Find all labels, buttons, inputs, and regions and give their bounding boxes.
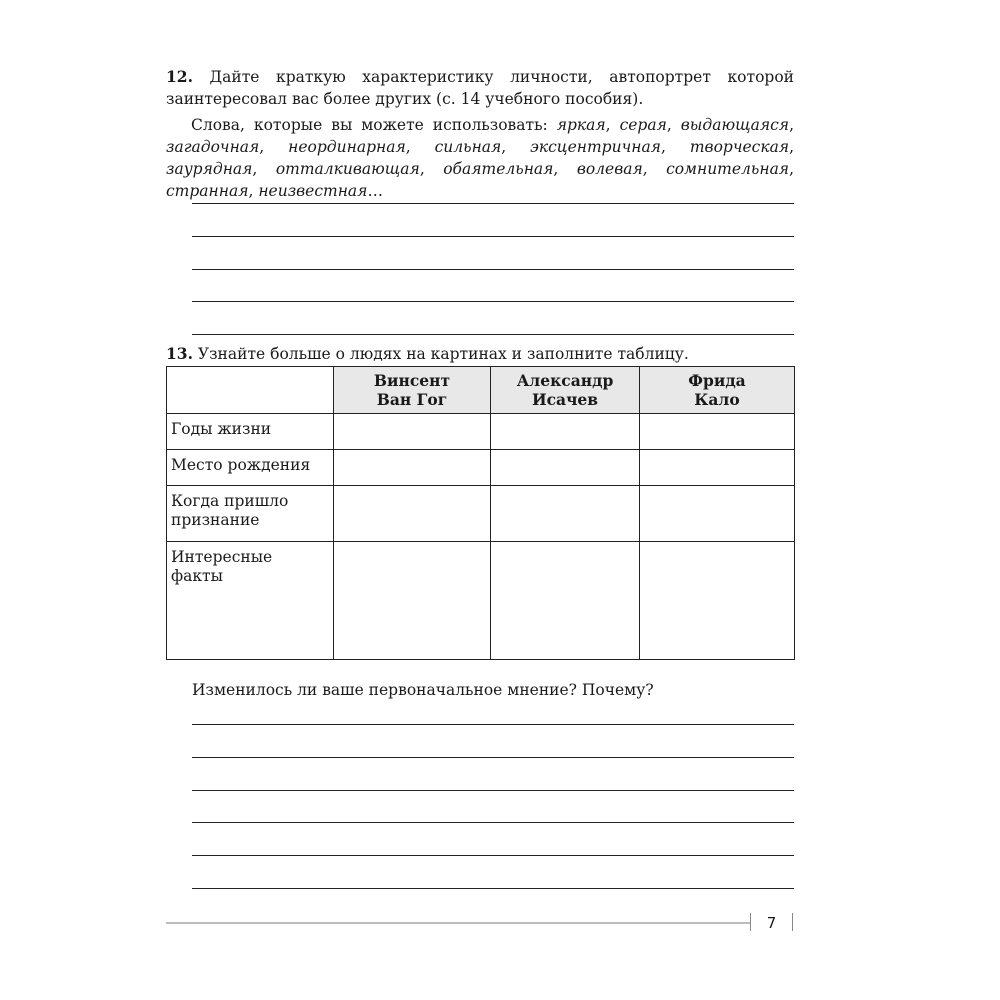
answer-line[interactable] [192,855,794,856]
answer-cell[interactable] [334,486,491,542]
word: творческая [689,138,790,156]
table-row [167,414,795,450]
table-row [167,450,795,486]
table-header-row [167,367,795,414]
table-corner-cell [167,367,334,414]
word: заурядная [166,160,253,178]
followup-question: Изменилось ли ваше первоначальное мнение? Почему? [192,681,654,699]
row-header-recognition: Когда пришло признание [167,486,334,542]
answer-cell[interactable] [491,450,640,486]
word: сильная [434,138,502,156]
row-header-years: Годы жизни [167,414,334,450]
answer-line[interactable] [192,236,794,237]
row-header-facts: Интересные факты [167,542,334,660]
answer-cell[interactable] [640,450,795,486]
word: серая [619,116,667,134]
answer-cell[interactable] [491,414,640,450]
answer-line[interactable] [192,269,794,270]
task-13 [166,343,794,365]
answer-line[interactable] [192,203,794,204]
footer-rule [166,922,750,924]
table-row [167,486,795,542]
column-header-kahlo [640,367,795,414]
answer-cell[interactable] [334,414,491,450]
column-header-label: Фрида Кало [688,371,746,409]
row-header-birthplace: Место рождения [167,450,334,486]
task-12 [166,66,794,110]
answer-cell[interactable] [640,414,795,450]
word: сомнительная [666,160,790,178]
word-list: Слова, которые вы можете использовать: яркая, серая, выдающаяся, загадочная, неординарная, сильная, эксцентричная, творческая, заурядная, отталкивающая, обаятельная, волевая, сомнительная, странная, неизвестная… [166,116,795,200]
task-12-text: Дайте краткую характеристику личности, автопортрет которой заинтересовал вас более других (с. 14 учебного пособия). [166,68,794,108]
answer-cell[interactable] [491,486,640,542]
answer-line[interactable] [192,888,794,889]
answer-line[interactable] [192,757,794,758]
word: неординарная [288,138,406,156]
page-number-divider [792,913,793,931]
answer-cell[interactable] [640,542,795,660]
answer-line[interactable] [192,334,794,335]
task-12-number: 12. [166,67,193,86]
column-header-van-gogh [334,367,491,414]
answer-cell[interactable] [334,450,491,486]
answer-line[interactable] [192,724,794,725]
answer-line[interactable] [192,790,794,791]
word: странная [166,182,249,200]
column-header-label: Александр Исачев [516,371,614,409]
word: отталкивающая [275,160,420,178]
word-list-ellipsis: … [367,182,383,200]
word: эксцентричная [530,138,661,156]
page-number: 7 [766,914,777,932]
table-row [167,542,795,660]
word: волевая [576,160,643,178]
column-header-label: Винсент Ван Гог [373,371,451,409]
answer-cell[interactable] [640,486,795,542]
word-list-intro: Слова, которые вы можете использовать: [191,116,557,134]
answer-cell[interactable] [491,542,640,660]
word: выдающаяся [680,116,790,134]
word: яркая [556,116,606,134]
artists-table [166,366,795,660]
answer-line[interactable] [192,301,794,302]
answer-cell[interactable] [334,542,491,660]
word: загадочная [166,138,260,156]
word: обаятельная [443,160,554,178]
task-13-number: 13. [166,344,193,363]
task-13-text: Узнайте больше о людях на картинах и заполните таблицу. [197,345,689,363]
answer-line[interactable] [192,822,794,823]
word: неизвестная [258,182,368,200]
column-header-isachev [491,367,640,414]
